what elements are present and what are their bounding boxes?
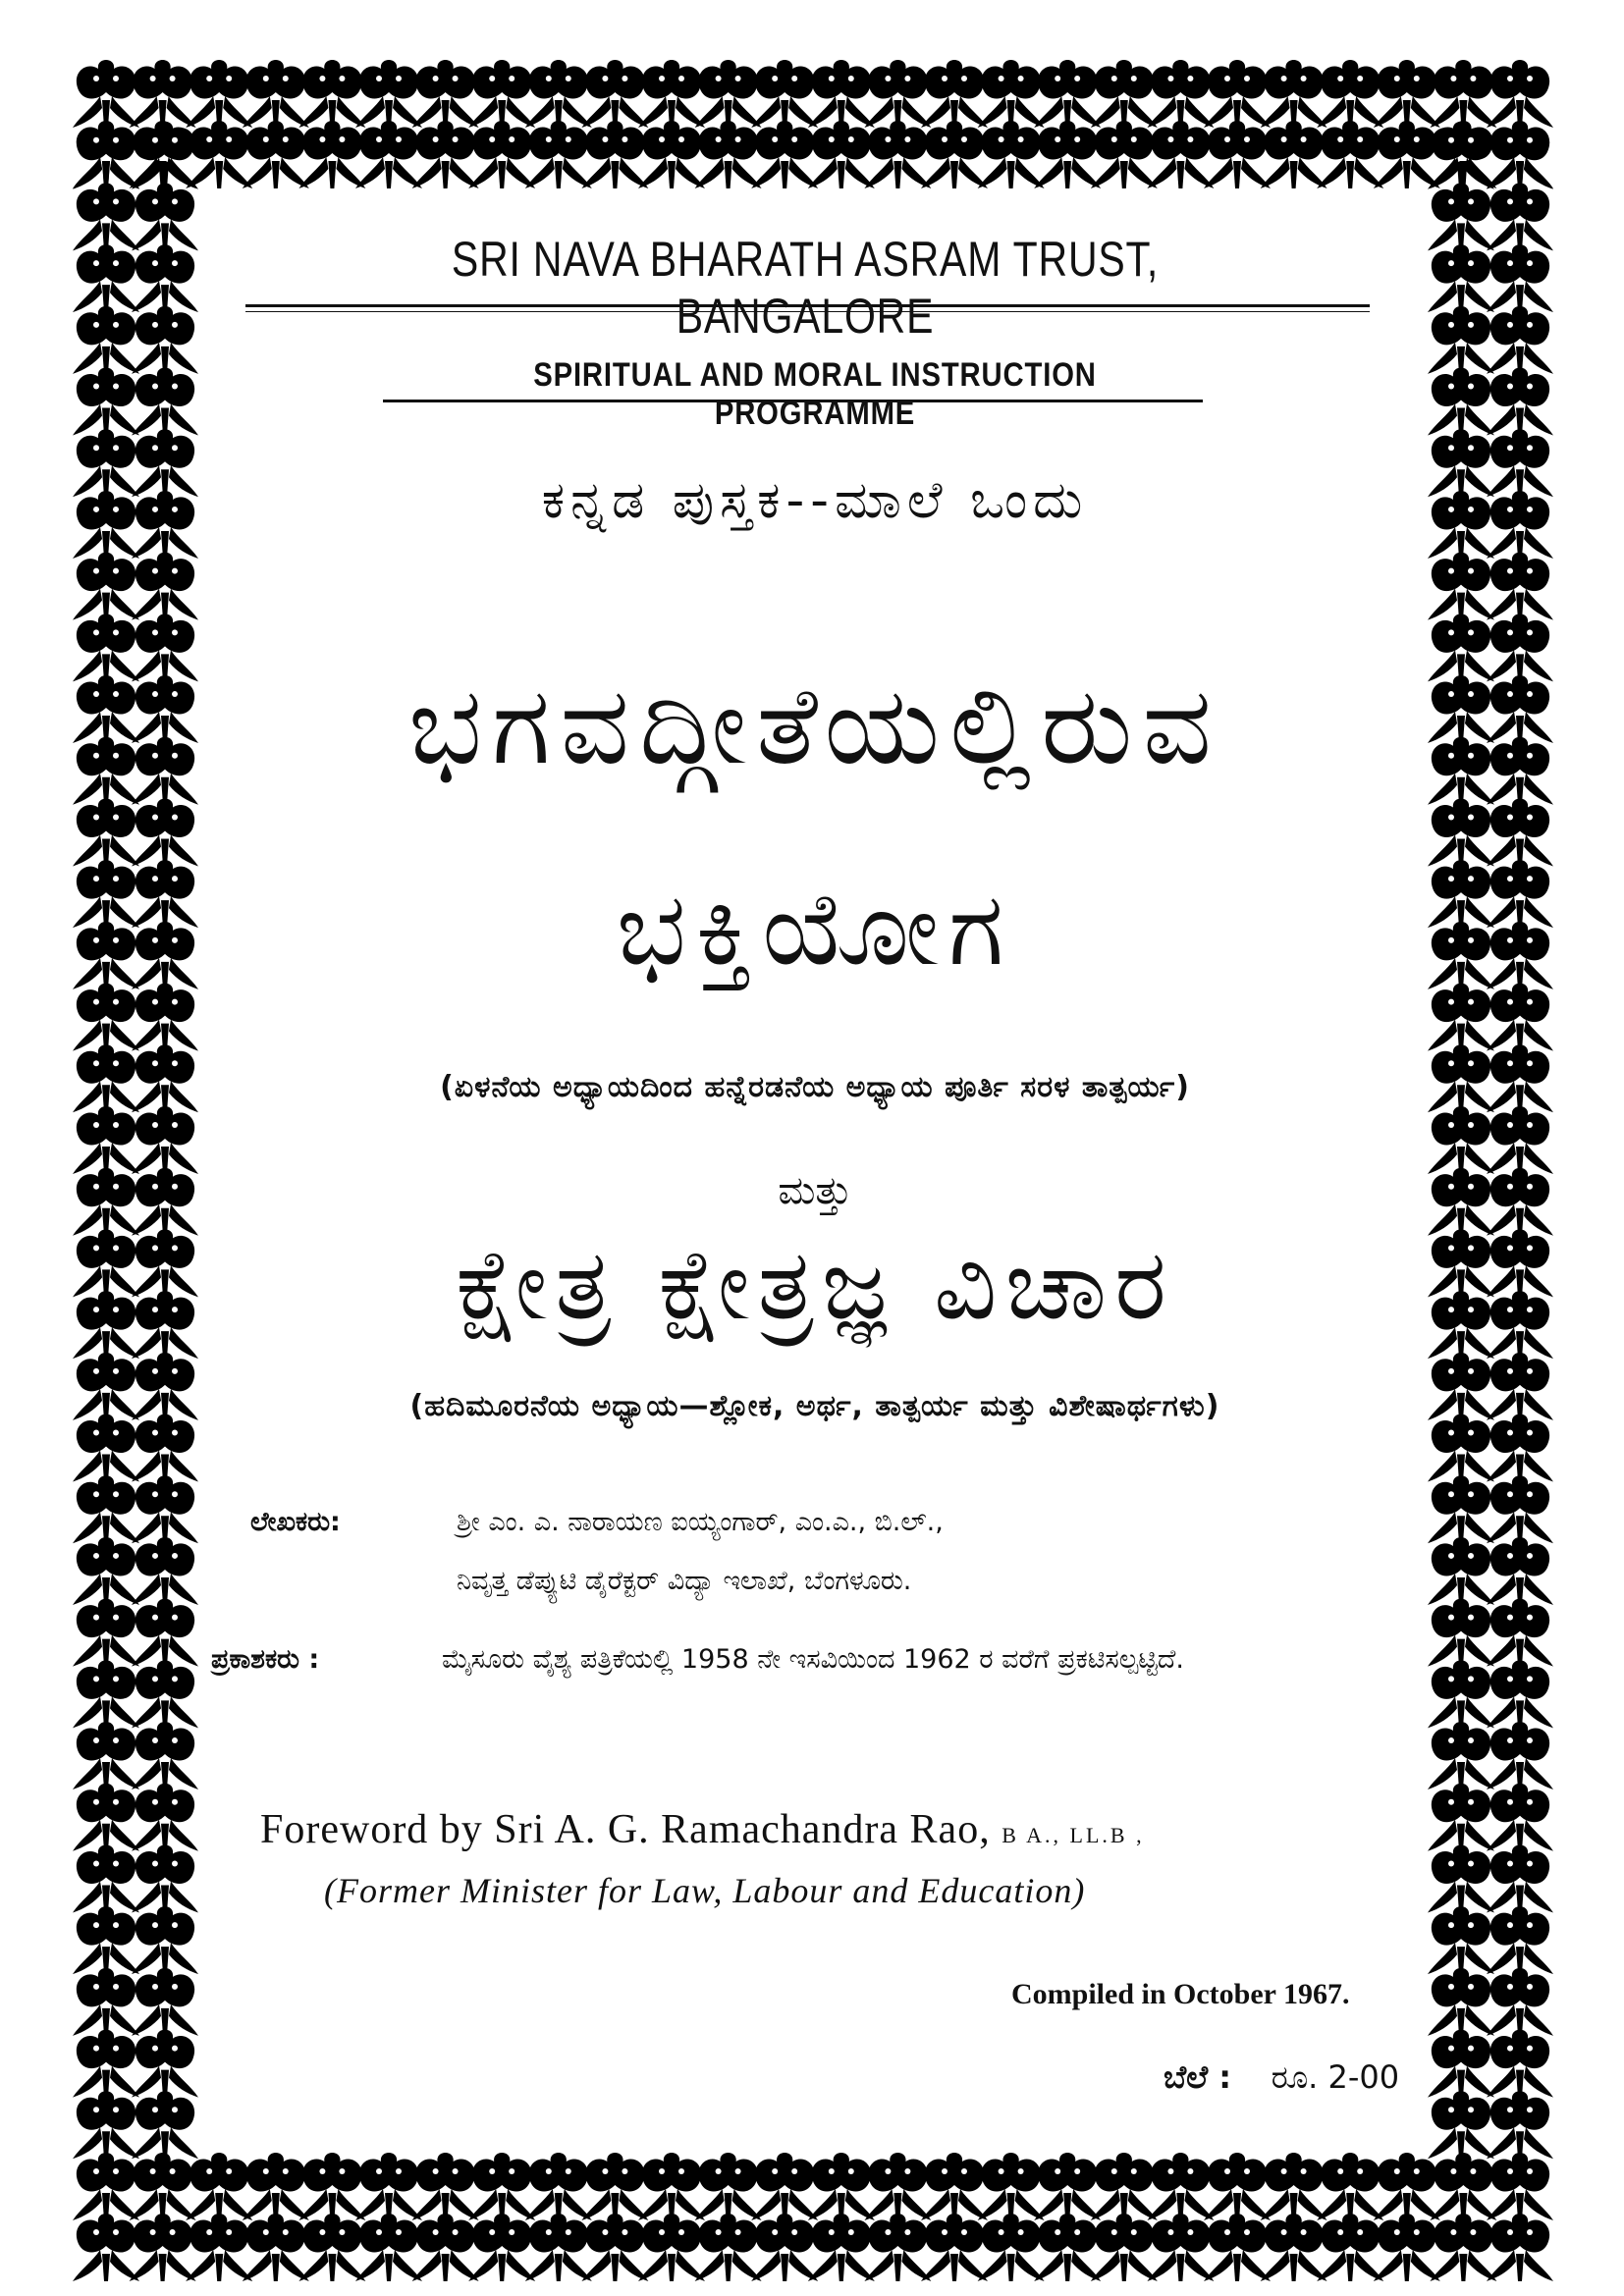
floral-ornament-icon: [751, 2153, 818, 2220]
floral-ornament-icon: [1487, 1968, 1553, 2036]
floral-ornament-icon: [73, 1722, 139, 1789]
floral-ornament-icon: [468, 2214, 535, 2281]
floral-ornament-icon: [73, 491, 139, 559]
floral-ornament-icon: [73, 553, 139, 620]
floral-ornament-icon: [1428, 1537, 1494, 1605]
floral-ornament-icon: [978, 2153, 1045, 2220]
price-value: ರೂ. 2-00: [1271, 2058, 1400, 2096]
floral-ornament-icon: [1428, 306, 1494, 374]
floral-ornament-icon: [1317, 2214, 1383, 2281]
floral-ornament-icon: [1091, 60, 1158, 128]
floral-ornament-icon: [1430, 60, 1496, 128]
floral-ornament-icon: [1487, 2214, 1553, 2281]
floral-ornament-icon: [243, 2214, 309, 2281]
floral-ornament-icon: [1428, 553, 1494, 620]
floral-ornament-icon: [132, 1968, 198, 2036]
floral-ornament-icon: [1428, 244, 1494, 312]
floral-ornament-icon: [751, 2214, 818, 2281]
floral-ornament-icon: [130, 2214, 196, 2281]
floral-ornament-icon: [921, 2153, 988, 2220]
floral-ornament-icon: [808, 121, 875, 188]
floral-ornament-icon: [581, 2214, 648, 2281]
floral-ornament-icon: [1034, 2153, 1101, 2220]
floral-ornament-icon: [1487, 122, 1553, 189]
floral-ornament-icon: [73, 244, 139, 312]
floral-ornament-icon: [468, 60, 535, 128]
floral-ornament-icon: [1487, 429, 1553, 497]
floral-ornament-icon: [1430, 2214, 1496, 2281]
floral-ornament-icon: [1428, 2091, 1494, 2159]
floral-ornament-icon: [1428, 1906, 1494, 1974]
floral-ornament-icon: [132, 1106, 198, 1174]
compiled-date: Compiled in October 1967.: [1011, 1978, 1350, 2010]
floral-ornament-icon: [864, 60, 931, 128]
floral-ornament-icon: [132, 2091, 198, 2159]
floral-ornament-icon: [73, 368, 139, 436]
floral-ornament-icon: [1034, 121, 1101, 188]
floral-ornament-icon: [132, 1660, 198, 1728]
floral-ornament-icon: [1317, 121, 1383, 188]
floral-ornament-icon: [73, 1044, 139, 1112]
floral-ornament-icon: [132, 1599, 198, 1667]
floral-ornament-icon: [751, 121, 818, 188]
floral-ornament-icon: [73, 1353, 139, 1420]
floral-ornament-icon: [1487, 1475, 1553, 1543]
floral-ornament-icon: [1487, 798, 1553, 866]
floral-ornament-icon: [298, 121, 365, 188]
floral-ornament-icon: [1428, 1660, 1494, 1728]
floral-ornament-icon: [1374, 60, 1440, 128]
floral-ornament-icon: [186, 121, 252, 188]
floral-ornament-icon: [1317, 2153, 1383, 2220]
floral-ornament-icon: [1374, 121, 1440, 188]
floral-ornament-icon: [1487, 244, 1553, 312]
floral-ornament-icon: [1261, 121, 1327, 188]
floral-ornament-icon: [73, 1844, 139, 1912]
floral-ornament-icon: [355, 2153, 422, 2220]
floral-ornament-icon: [978, 2214, 1045, 2281]
floral-ornament-icon: [73, 306, 139, 374]
floral-ornament-icon: [1487, 1537, 1553, 1605]
floral-ornament-icon: [581, 2153, 648, 2220]
floral-ornament-icon: [581, 60, 648, 128]
foreword-minister: (Former Minister for Law, Labour and Education): [324, 1871, 1086, 1910]
author-designation: ನಿವೃತ್ತ ಡೆಪ್ಯುಟಿ ಡೈರೆಕ್ಟರ್ ವಿದ್ಯಾ ಇಲಾಖೆ, ಬೆಂಗಳೂರು.: [457, 1566, 912, 1596]
floral-ornament-icon: [978, 60, 1045, 128]
author-label: ಲೇಖಕರು:: [250, 1507, 341, 1537]
publisher-text: ಮೈಸೂರು ವೈಶ್ಯ ಪತ್ರಿಕೆಯಲ್ಲಿ 1958 ನೇ ಇಸವಿಯಿಂದ 1962 ರ ವರೆಗೆ ಪ್ರಕಟಿಸಲ್ಪಟ್ಟಿದೆ.: [442, 1644, 1184, 1675]
main-subtitle: ಭಕ್ತಿಯೋಗ: [616, 869, 1014, 988]
floral-ornament-icon: [1487, 2030, 1553, 2098]
floral-ornament-icon: [1261, 60, 1327, 128]
floral-ornament-icon: [298, 60, 365, 128]
programme-underline: [383, 400, 1203, 402]
floral-ornament-icon: [1428, 984, 1494, 1051]
floral-ornament-icon: [132, 798, 198, 866]
floral-ornament-icon: [1487, 1044, 1553, 1112]
floral-ornament-icon: [1147, 121, 1214, 188]
floral-ornament-icon: [1147, 2214, 1214, 2281]
floral-ornament-icon: [1487, 1660, 1553, 1728]
floral-ornament-icon: [1034, 2214, 1101, 2281]
floral-ornament-icon: [1091, 2153, 1158, 2220]
floral-ornament-icon: [864, 2214, 931, 2281]
floral-ornament-icon: [1428, 122, 1494, 189]
floral-ornament-icon: [1428, 1599, 1494, 1667]
floral-ornament-icon: [921, 121, 988, 188]
floral-ornament-icon: [186, 2153, 252, 2220]
floral-ornament-icon: [1487, 368, 1553, 436]
floral-ornament-icon: [243, 121, 309, 188]
floral-ornament-icon: [1487, 1229, 1553, 1297]
publisher-label: ಪ್ರಕಾಶಕರು :: [211, 1644, 320, 1675]
floral-ornament-icon: [73, 1106, 139, 1174]
floral-ornament-icon: [132, 1844, 198, 1912]
floral-ornament-icon: [468, 2153, 535, 2220]
floral-ornament-icon: [1487, 2153, 1553, 2220]
floral-ornament-icon: [73, 1291, 139, 1359]
floral-ornament-icon: [638, 60, 705, 128]
floral-ornament-icon: [132, 244, 198, 312]
floral-ornament-icon: [73, 922, 139, 989]
floral-ornament-icon: [73, 60, 139, 128]
floral-ornament-icon: [73, 984, 139, 1051]
organization-name: SRI NAVA BHARATH ASRAM TRUST, BANGALORE: [451, 232, 1160, 344]
second-title: ಕ್ಷೇತ್ರ ಕ್ಷೇತ್ರಜ್ಞ ವಿಚಾರ: [455, 1227, 1175, 1342]
floral-ornament-icon: [1204, 2214, 1271, 2281]
floral-ornament-icon: [412, 2153, 479, 2220]
floral-ornament-icon: [1428, 2030, 1494, 2098]
floral-ornament-icon: [1204, 2153, 1271, 2220]
floral-ornament-icon: [132, 553, 198, 620]
floral-ornament-icon: [864, 121, 931, 188]
floral-ornament-icon: [132, 1784, 198, 1851]
floral-ornament-icon: [1428, 1722, 1494, 1789]
floral-ornament-icon: [1487, 860, 1553, 928]
floral-ornament-icon: [1487, 675, 1553, 743]
floral-ornament-icon: [132, 183, 198, 250]
floral-ornament-icon: [1487, 553, 1553, 620]
floral-ornament-icon: [581, 121, 648, 188]
floral-ornament-icon: [132, 306, 198, 374]
floral-ornament-icon: [1261, 2153, 1327, 2220]
floral-ornament-icon: [1487, 183, 1553, 250]
floral-ornament-icon: [73, 1168, 139, 1236]
organization-underline: [245, 304, 1370, 312]
floral-ornament-icon: [73, 122, 139, 189]
floral-ornament-icon: [1430, 2153, 1496, 2220]
main-title: ಭಗವದ್ಗೀತೆಯಲ್ಲಿರುವ: [407, 663, 1222, 788]
floral-ornament-icon: [1487, 1106, 1553, 1174]
floral-ornament-icon: [978, 121, 1045, 188]
floral-ornament-icon: [1487, 1599, 1553, 1667]
floral-ornament-icon: [1487, 1844, 1553, 1912]
floral-ornament-icon: [130, 60, 196, 128]
floral-ornament-icon: [1487, 60, 1553, 128]
floral-ornament-icon: [73, 1229, 139, 1297]
author-name: ಶ್ರೀ ಎಂ. ಎ. ನಾರಾಯಣ ಐಯ್ಯಂಗಾರ್, ಎಂ.ಎ., ಬಿ.ಲ್.,: [457, 1507, 944, 1537]
floral-ornament-icon: [412, 121, 479, 188]
floral-ornament-icon: [132, 1722, 198, 1789]
floral-ornament-icon: [132, 1415, 198, 1482]
floral-ornament-icon: [1487, 1784, 1553, 1851]
floral-ornament-icon: [1428, 1968, 1494, 2036]
floral-ornament-icon: [73, 1415, 139, 1482]
floral-ornament-icon: [921, 2214, 988, 2281]
floral-ornament-icon: [73, 2214, 139, 2281]
floral-ornament-icon: [468, 121, 535, 188]
floral-ornament-icon: [73, 2091, 139, 2159]
floral-ornament-icon: [921, 60, 988, 128]
floral-ornament-icon: [355, 121, 422, 188]
floral-ornament-icon: [525, 2214, 592, 2281]
floral-ornament-icon: [132, 984, 198, 1051]
floral-ornament-icon: [1428, 1106, 1494, 1174]
floral-ornament-icon: [1147, 2153, 1214, 2220]
floral-ornament-icon: [695, 2153, 762, 2220]
floral-ornament-icon: [695, 2214, 762, 2281]
floral-ornament-icon: [1428, 1475, 1494, 1543]
floral-ornament-icon: [638, 121, 705, 188]
floral-ornament-icon: [864, 2153, 931, 2220]
floral-ornament-icon: [1317, 60, 1383, 128]
floral-ornament-icon: [1487, 1415, 1553, 1482]
chapters-note: (ಏಳನೆಯ ಅಧ್ಯಾಯದಿಂದ ಹನ್ನೆರಡನೆಯ ಅಧ್ಯಾಯ ಪೂರ್ತಿ ಸರಳ ತಾತ್ಪರ್ಯ): [440, 1070, 1190, 1104]
floral-ornament-icon: [638, 2153, 705, 2220]
floral-ornament-icon: [412, 60, 479, 128]
floral-ornament-icon: [1487, 1906, 1553, 1974]
floral-ornament-icon: [1428, 1844, 1494, 1912]
floral-ornament-icon: [73, 675, 139, 743]
floral-ornament-icon: [1487, 1291, 1553, 1359]
foreword-degrees: B A., LL.B ,: [1001, 1823, 1145, 1847]
floral-ornament-icon: [1428, 183, 1494, 250]
floral-ornament-icon: [1374, 2214, 1440, 2281]
floral-ornament-icon: [1204, 60, 1271, 128]
floral-ornament-icon: [1487, 2091, 1553, 2159]
floral-ornament-icon: [808, 2214, 875, 2281]
floral-ornament-icon: [132, 368, 198, 436]
floral-ornament-icon: [130, 2153, 196, 2220]
floral-ornament-icon: [73, 2153, 139, 2220]
series-line: ಕನ್ನಡ ಪುಸ್ತಕ--ಮಾಲೆ ಒಂದು: [541, 471, 1089, 530]
floral-ornament-icon: [1147, 60, 1214, 128]
floral-ornament-icon: [73, 1599, 139, 1667]
floral-ornament-icon: [73, 860, 139, 928]
floral-ornament-icon: [73, 429, 139, 497]
floral-ornament-icon: [1487, 984, 1553, 1051]
floral-ornament-icon: [1428, 1784, 1494, 1851]
floral-ornament-icon: [132, 1475, 198, 1543]
floral-ornament-icon: [73, 1537, 139, 1605]
price-label: ಬೆಲೆ :: [1164, 2058, 1232, 2096]
floral-ornament-icon: [1487, 614, 1553, 681]
floral-ornament-icon: [1487, 737, 1553, 805]
programme-title: SPIRITUAL AND MORAL INSTRUCTION PROGRAMME: [533, 356, 1097, 432]
floral-ornament-icon: [1091, 121, 1158, 188]
floral-ornament-icon: [355, 2214, 422, 2281]
floral-ornament-icon: [1487, 306, 1553, 374]
floral-ornament-icon: [808, 2153, 875, 2220]
floral-ornament-icon: [73, 1660, 139, 1728]
floral-ornament-icon: [73, 1784, 139, 1851]
floral-ornament-icon: [1487, 491, 1553, 559]
floral-ornament-icon: [1034, 60, 1101, 128]
floral-ornament-icon: [132, 122, 198, 189]
floral-ornament-icon: [73, 737, 139, 805]
conjunction: ಮತ್ತು: [778, 1168, 852, 1213]
chapter-13-note: (ಹದಿಮೂರನೆಯ ಅಧ್ಯಾಯ—ಶ್ಲೋಕ, ಅರ್ಥ, ತಾತ್ಪರ್ಯ ಮತ್ತು ವಿಶೇಷಾರ್ಥಗಳು): [409, 1389, 1220, 1423]
floral-ornament-icon: [1428, 798, 1494, 866]
floral-ornament-icon: [73, 183, 139, 250]
foreword-text: Foreword by Sri A. G. Ramachandra Rao,: [260, 1807, 991, 1852]
floral-ornament-icon: [638, 2214, 705, 2281]
floral-ornament-icon: [1091, 2214, 1158, 2281]
floral-ornament-icon: [132, 2030, 198, 2098]
floral-ornament-icon: [355, 60, 422, 128]
floral-ornament-icon: [132, 1537, 198, 1605]
floral-ornament-icon: [1487, 1168, 1553, 1236]
floral-ornament-icon: [1487, 922, 1553, 989]
floral-ornament-icon: [525, 2153, 592, 2220]
price-line: [1164, 2058, 1399, 2097]
floral-ornament-icon: [73, 614, 139, 681]
floral-ornament-icon: [695, 60, 762, 128]
floral-ornament-icon: [1487, 1722, 1553, 1789]
floral-ornament-icon: [186, 2214, 252, 2281]
floral-ornament-icon: [186, 60, 252, 128]
floral-ornament-icon: [298, 2153, 365, 2220]
floral-ornament-icon: [695, 121, 762, 188]
floral-ornament-icon: [808, 60, 875, 128]
floral-ornament-icon: [1374, 2153, 1440, 2220]
floral-ornament-icon: [1428, 1415, 1494, 1482]
floral-ornament-icon: [73, 2030, 139, 2098]
floral-ornament-icon: [525, 121, 592, 188]
floral-ornament-icon: [298, 2214, 365, 2281]
floral-ornament-icon: [412, 2214, 479, 2281]
floral-ornament-icon: [1261, 2214, 1327, 2281]
floral-ornament-icon: [132, 1906, 198, 1974]
floral-ornament-icon: [1428, 368, 1494, 436]
floral-ornament-icon: [525, 60, 592, 128]
floral-ornament-icon: [243, 2153, 309, 2220]
floral-ornament-icon: [243, 60, 309, 128]
floral-ornament-icon: [73, 1906, 139, 1974]
floral-ornament-icon: [751, 60, 818, 128]
floral-ornament-icon: [73, 1475, 139, 1543]
floral-ornament-icon: [1204, 121, 1271, 188]
foreword-line: [260, 1806, 1145, 1853]
floral-ornament-icon: [73, 798, 139, 866]
floral-ornament-icon: [73, 1968, 139, 2036]
floral-ornament-icon: [1487, 1353, 1553, 1420]
